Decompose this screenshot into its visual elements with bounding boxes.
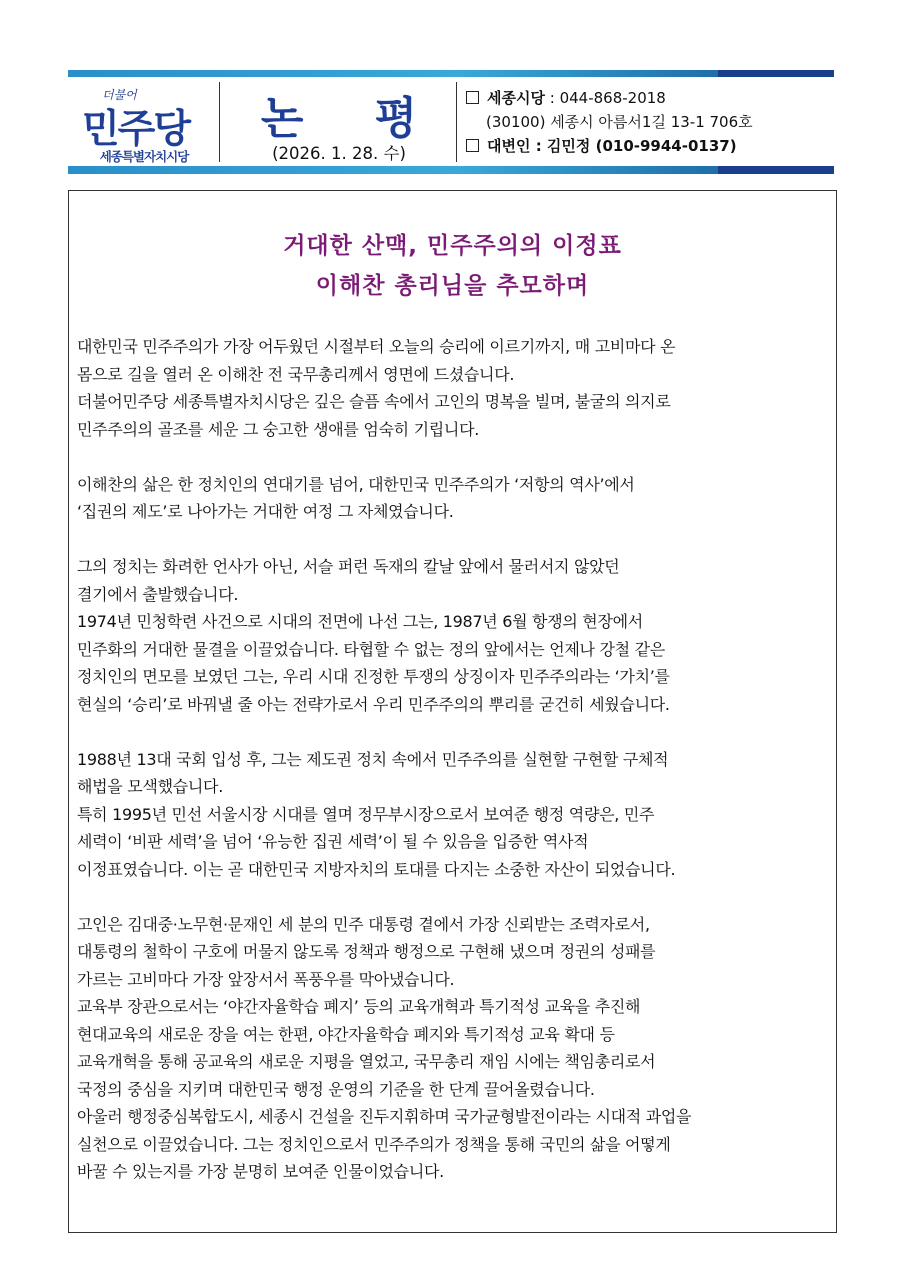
body-line: 1988년 13대 국회 입성 후, 그는 제도권 정치 속에서 민주주의를 실현할 구현할 구체적 [77,749,669,769]
body-line: 대한민국 민주주의가 가장 어두웠던 시절부터 오늘의 승리에 이르기까지, 매 고비마다 온 [77,337,676,356]
office-address: (30100) 세종시 아름서1길 13-1 706호 [486,113,753,131]
body-line: 현실의 ‘승리’로 바꿔낼 줄 아는 전략가로서 우리 민주주의의 뿌리를 굳건히 세웠습니다. [77,694,670,714]
body-line: 대통령의 철학이 구호에 머물지 않도록 정책과 행정으로 구현해 냈으며 정권의 성패를 [77,942,656,961]
header-divider [219,82,220,162]
logo-small-text: 더불어 [102,88,137,102]
party-logo [74,84,214,164]
body-line: 고인은 김대중·노무현·문재인 세 분의 민주 대통령 곁에서 가장 신뢰받는 조력자로서, [77,914,650,934]
title-block [226,82,452,164]
body-line: 결기에서 출발했습니다. [77,584,239,604]
body-line: 가르는 고비마다 가장 앞장서서 폭풍우를 막아냈습니다. [77,969,455,989]
spokesperson-row [466,134,826,158]
body-line: 특히 1995년 민선 서울시장 시대를 열며 정무부시장으로서 보여준 행정 역량은, 민주 [77,804,655,824]
body-line: 실천으로 이끌었습니다. 그는 정치인으로서 민주주의가 정책을 통해 국민의 삶을 어떻게 [77,1134,671,1154]
body-line: 바꿀 수 있는지를 가장 분명히 보여준 인물이었습니다. [77,1162,444,1181]
body-line: 민주화의 거대한 물결을 이끌었습니다. 타협할 수 없는 정의 앞에서는 언제나 강철 같은 [77,639,665,659]
body-line: 세력이 ‘비판 세력’을 넘어 ‘유능한 집권 세력’이 될 수 있음을 입증한 역사적 [77,832,589,851]
office-row [466,86,826,110]
office-label: 세종시당 [487,89,545,107]
body-line: 교육개혁을 통해 공교육의 새로운 지평을 열었고, 국무총리 재임 시에는 책임총리로서 [77,1052,656,1071]
body-line: 민주주의의 골조를 세운 그 숭고한 생애를 엄숙히 기립니다. [77,419,480,439]
header-divider [456,82,457,162]
logo-sub-text: 세종특별자치시당 [99,149,189,164]
body-line: 국정의 중심을 지키며 대한민국 행정 운영의 기준을 한 단계 끌어올렸습니다. [77,1079,595,1099]
body-line: 아울러 행정중심복합도시, 세종시 건설을 진두지휘하며 국가균형발전이라는 시대적 과업을 [77,1107,692,1126]
body-line: 그의 정치는 화려한 언사가 아닌, 서슬 퍼런 독재의 칼날 앞에서 물러서지 않았던 [77,557,620,576]
body-line: 이해찬의 삶은 한 정치인의 연대기를 넘어, 대한민국 민주주의가 ‘저항의 역사’에서 [77,474,635,494]
office-phone: : 044-868-2018 [549,89,666,107]
body-line: 해법을 모색했습니다. [77,777,223,796]
body-line: 교육부 장관으로서는 ‘야간자율학습 폐지’ 등의 교육개혁과 특기적성 교육을 추진해 [77,997,641,1016]
body-line: 정치인의 면모를 보였던 그는, 우리 시대 진정한 투쟁의 상징이자 민주주의라는 ‘가치’를 [77,667,670,686]
checkbox-icon [466,139,479,152]
checkbox-icon [466,91,479,104]
header-bottom-bar [68,166,834,174]
body-line: 더불어민주당 세종특별자치시당은 깊은 슬픔 속에서 고인의 명복을 빌며, 불굴의 의지로 [77,392,671,411]
body-line: 몸으로 길을 열러 온 이해찬 전 국무총리께서 영면에 드셨습니다. [77,364,515,384]
contact-info [466,86,826,158]
body-line: 1974년 민청학련 사건으로 시대의 전면에 나선 그는, 1987년 6월 항쟁의 현장에서 [77,612,643,631]
body-line: 현대교육의 새로운 장을 여는 한편, 야간자율학습 폐지와 특기적성 교육 확대 등 [77,1024,615,1044]
body-line: ‘집권의 제도’로 나아가는 거대한 여정 그 자체였습니다. [77,502,454,521]
statement-frame [68,190,837,1233]
spokesperson-label: 대변인 : 김민정 (010-9944-0137) [487,137,737,155]
logo-main-text: 민주당 [82,107,190,152]
document-title: 논 평 [260,93,446,144]
headline-line-1: 거대한 산맥, 민주주의의 이정표 [283,233,622,259]
body-line: 이정표였습니다. 이는 곧 대한민국 지방자치의 토대를 다지는 소중한 자산이 되었습니다. [77,859,676,879]
headline-line-2: 이해찬 총리님을 추모하며 [315,273,590,299]
document-date: (2026. 1. 28. 수) [272,144,406,163]
header-top-bar [68,70,834,77]
